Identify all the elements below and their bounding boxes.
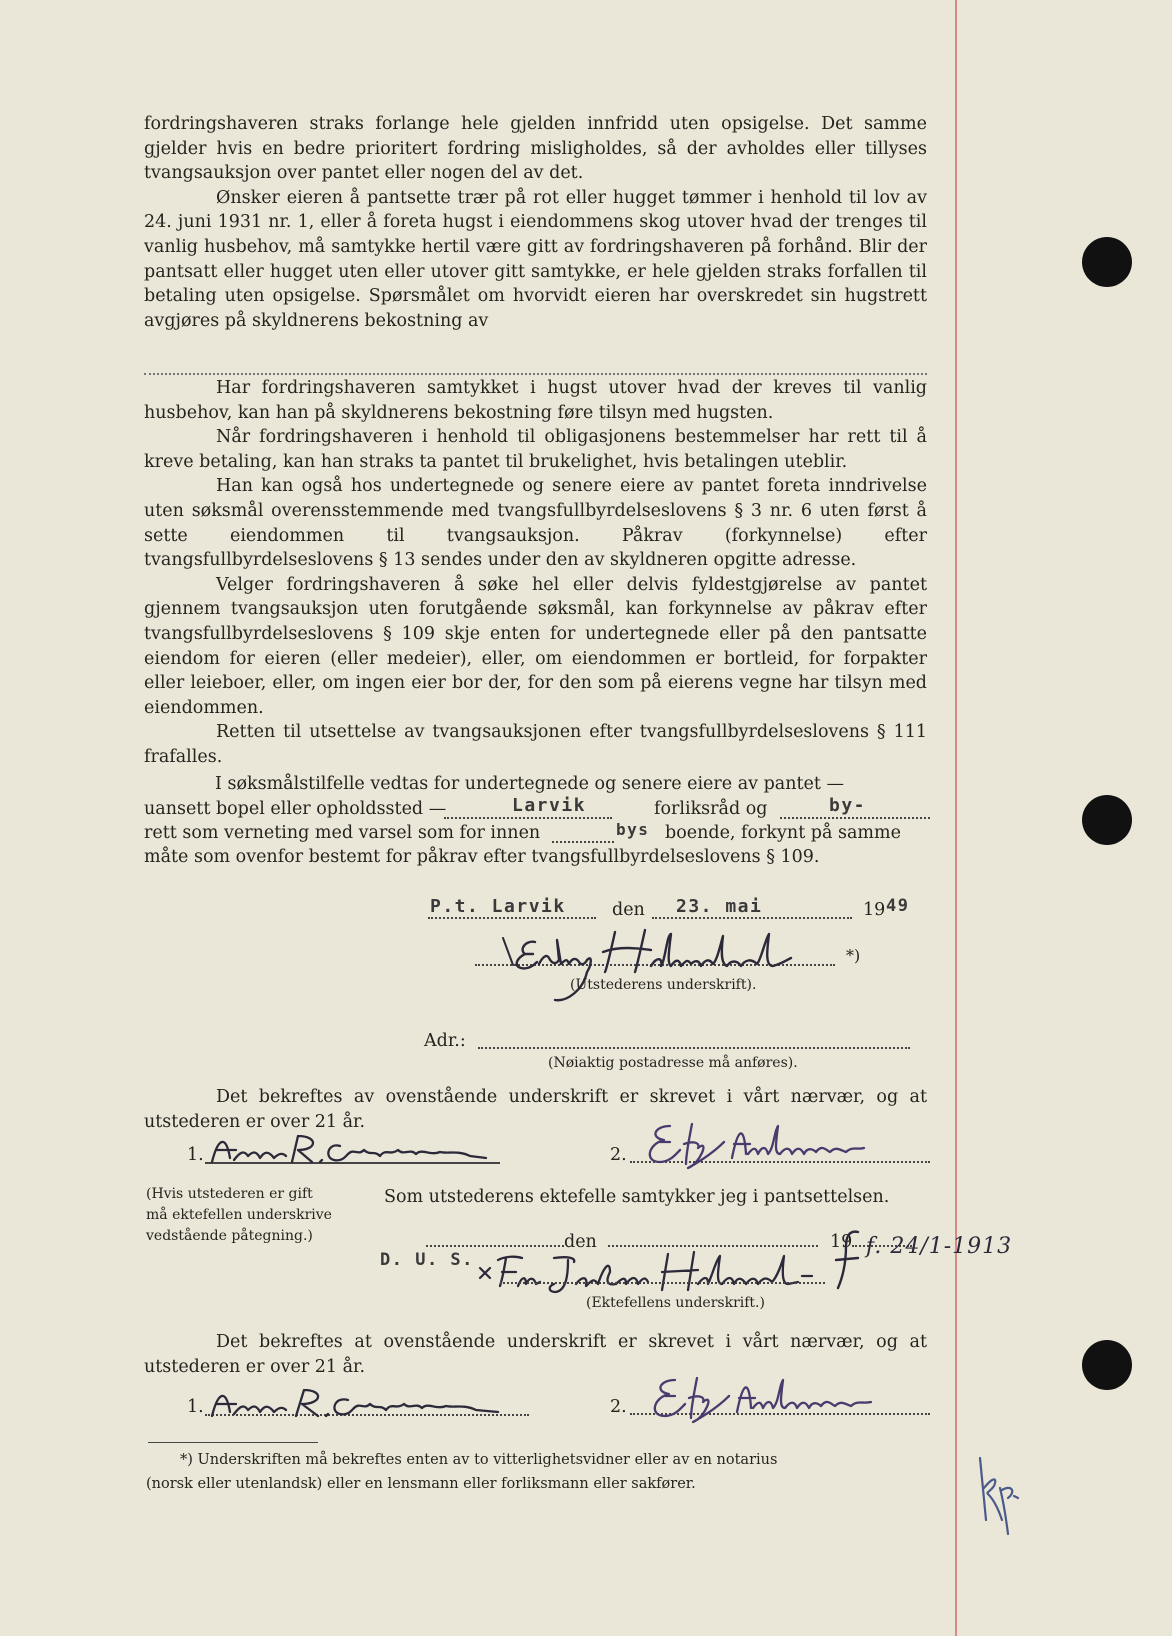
venue-line-1: I søksmålstilfelle vedtas for undertegnede og senere eiere av pantet — (215, 774, 844, 794)
venue-line-3-start: rett som verneting med varsel som for innen (144, 823, 541, 843)
side-note-line-3: vedstående påtegning.) (146, 1228, 313, 1244)
spouse-signature-fill (500, 1282, 825, 1284)
paragraph-1: fordringshaveren straks forlange hele gjelden innfridd uten opsigelse. Det samme gjelder hvis en bedre prioritert fordring misligholdes, så der avholdes eller tillyses tvangsauksjon over pantet eller nogen del av det. (144, 114, 927, 184)
date-place-fill (428, 917, 596, 919)
den-label: den (612, 900, 645, 920)
witness-2-signature-graphic (640, 1118, 880, 1174)
address-label: Adr.: (424, 1031, 466, 1051)
text-block-lower (144, 376, 927, 770)
witness-1-signature-graphic (208, 1128, 498, 1172)
date-value: 23. mai (676, 896, 763, 917)
spouse-signature-graphic (476, 1246, 832, 1296)
paragraph-2: Ønsker eieren å pantsette trær på rot eller hugget tømmer i henhold til lov av 24. juni 1931 nr. 1, eller å foreta hugst i eiendommens skog utover hvad der trenges til vanlig husbehov, må samtykke hertil være gitt av fordringshaveren på forhånd. Blir der pantsatt eller hugget uten eller utover gitt samtykke, er hele gjelden straks forfallen til betaling uten opsigelse. Spørsmålet om hvorvidt eieren har overskredet sin hugstrett avgjøres på skyldnerens bekostning av (144, 187, 927, 331)
punch-hole-middle (1082, 795, 1132, 845)
venue-line-2-mid: forliksråd og (654, 799, 768, 819)
footnote-line-1: *) Underskriften må bekreftes enten av to vitterlighetsvidner eller av en notarius (180, 1452, 778, 1468)
paragraph-4: Når fordringshaveren i henhold til obligasjonens bestemmelser har rett til å kreve betaling, kan han straks ta pantet til brukelighet, hvis betalingen uteblir. (144, 427, 927, 472)
footnote-rule (148, 1442, 318, 1443)
venue-line-2-start: uansett bopel eller opholdssted — (144, 799, 447, 819)
dotted-separator (144, 373, 927, 375)
witness-2-no2: 2. (610, 1397, 627, 1417)
local-value: bys (616, 820, 650, 839)
paragraph-5: Han kan også hos undertegnede og senere eiere av pantet foreta inndrivelse uten søksmål overensstemmende med tvangsfullbyrdelseslovens § 3 nr. 6 uten først å sette eiendommen til tvangsauksjon. Påkrav (forkynnelse) efter tvangsfullbyrdelseslovens § 13 sendes under den av skyldneren opgitte adresse. (144, 476, 927, 571)
witness-1-no1: 1. (187, 1145, 204, 1165)
venue-line-3-end: boende, forkynt på samme (665, 823, 901, 843)
witness-2-no1: 1. (187, 1397, 204, 1417)
court-fill-line (780, 817, 930, 819)
spouse-consent: Som utstederens ektefelle samtykker jeg i pantsettelsen. (384, 1187, 890, 1207)
venue-line-4: måte som ovenfor bestemt for påkrav efter tvangsfullbyrdelseslovens § 109. (144, 847, 820, 867)
address-fill (478, 1047, 910, 1049)
address-caption: (Nøiaktig postadresse må anføres). (548, 1055, 798, 1071)
witness-2-text: Det bekreftes at ovenstående underskrift er skrevet i vårt nærvær, og at utstederen er over 21 år. (144, 1332, 927, 1377)
date-place: P.t. Larvik (430, 896, 566, 917)
local-fill-line (552, 841, 614, 843)
footnote-line-2: (norsk eller utenlandsk) eller en lensmann eller forliksmann eller sakfører. (146, 1476, 696, 1492)
punch-hole-bottom (1082, 1340, 1132, 1390)
court-value: by- (829, 795, 867, 816)
witness-4-signature-graphic (645, 1372, 895, 1428)
paragraph-3: Har fordringshaveren samtykket i hugst utover hvad der kreves til vanlig husbehov, kan han på skyldnerens bekostning føre tilsyn med hugsten. (144, 378, 927, 423)
side-note-line-1: (Hvis utstederen er gift (146, 1186, 313, 1202)
spouse-birth-note: f. 24/1-1913 (866, 1234, 1013, 1259)
date-fill (652, 917, 852, 919)
text-block-upper (144, 112, 927, 333)
spouse-den-label: den (564, 1232, 597, 1252)
punch-hole-top (1082, 237, 1132, 287)
place-fill-line (444, 817, 612, 819)
margin-initials-graphic (970, 1448, 1030, 1540)
year-suffix: 49 (886, 896, 910, 916)
issuer-caption: (Utstederens underskrift). (570, 977, 757, 993)
red-margin-line (955, 0, 957, 1636)
place-value: Larvik (512, 795, 587, 816)
witness-3-signature-graphic (208, 1384, 528, 1424)
witness-1-no2: 2. (610, 1145, 627, 1165)
witness-1-text: Det bekreftes av ovenstående underskrift er skrevet i vårt nærvær, og at utstederen er over 21 år. (144, 1087, 927, 1132)
spouse-caption: (Ektefellens underskrift.) (586, 1295, 765, 1311)
year-prefix: 19 (863, 900, 886, 920)
paragraph-6: Velger fordringshaveren å søke hel eller delvis fyldestgjørelse av pantet gjennem tvangsauksjon uten forutgående søksmål, kan forkynnelse av påkrav efter tvangsfullbyrdelseslovens § 109 skje enten for undertegnede eller på den pantsatte eiendom for eieren (eller medeier), eller, om eiendommen er bortleid, for forpakter eller leieboer, eller, om ingen eier bor der, for den som på eierens vegne har tilsyn med eiendommen. (144, 574, 927, 718)
issuer-mark: *) (846, 946, 861, 965)
spouse-place: D. U. S. (380, 1250, 474, 1270)
paragraph-7: Retten til utsettelse av tvangsauksjonen efter tvangsfullbyrdelseslovens § 111 frafalles. (144, 722, 927, 767)
side-note-line-2: må ektefellen underskrive (146, 1207, 332, 1223)
spouse-year-prefix: 19 (830, 1232, 853, 1252)
